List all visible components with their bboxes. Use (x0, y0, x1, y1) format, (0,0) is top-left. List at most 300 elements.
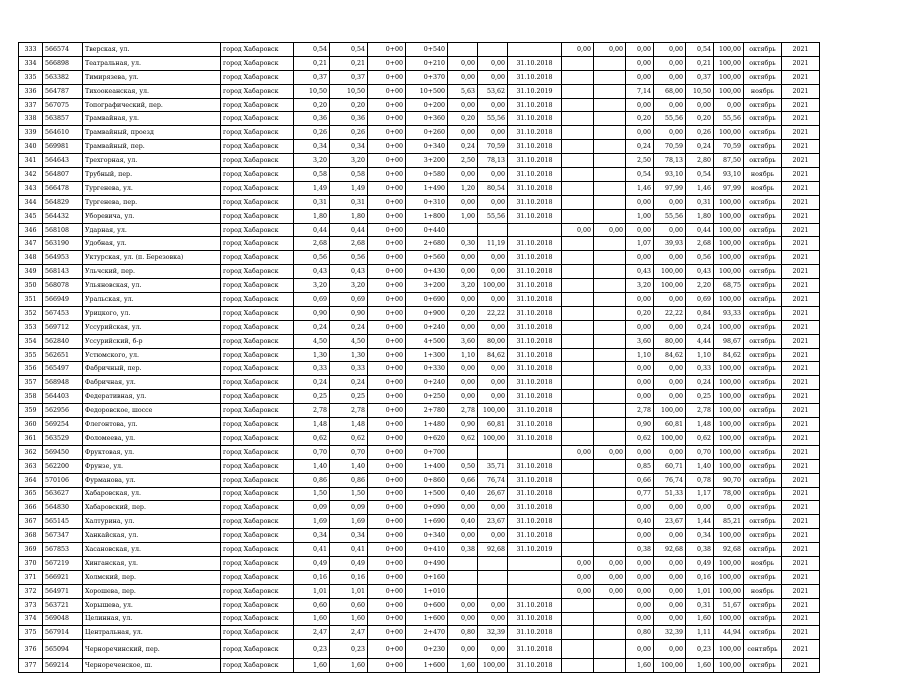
length-km-cell: 3,20 (330, 154, 368, 168)
road-id-cell: 568948 (43, 376, 83, 390)
actual-length-cell: 0,00 (626, 43, 654, 57)
actual-percent-cell: 70,59 (654, 140, 686, 154)
row-number-cell: 334 (19, 56, 43, 70)
start-km-cell: 0+00 (368, 556, 406, 570)
row-number-cell: 339 (19, 126, 43, 140)
planned-length-cell (562, 70, 594, 84)
year-cell: 2021 (782, 209, 820, 223)
repair-date-cell: 31.10.2018 (508, 418, 562, 432)
normative-length-cell: 0,16 (686, 570, 714, 584)
street-name-cell: Тургенева, пер. (83, 195, 221, 209)
end-km-cell: 0+700 (406, 445, 448, 459)
end-km-cell: 0+360 (406, 112, 448, 126)
length-km-cell: 2,47 (330, 626, 368, 640)
actual-length-cell: 0,00 (626, 612, 654, 626)
table-row (19, 56, 820, 70)
repaired-length-cell: 0,00 (448, 251, 478, 265)
repaired-percent-cell (478, 584, 508, 598)
city-cell: город Хабаровск (221, 487, 294, 501)
normative-length-cell: 2,78 (686, 404, 714, 418)
month-cell: октябрь (744, 320, 782, 334)
street-name-cell: Ханкайская, ул. (83, 529, 221, 543)
city-cell: город Хабаровск (221, 362, 294, 376)
table-row (19, 473, 820, 487)
normative-percent-cell: 97,99 (714, 181, 744, 195)
actual-percent-cell: 78,13 (654, 154, 686, 168)
actual-length-cell: 0,24 (626, 140, 654, 154)
repair-date-cell (508, 43, 562, 57)
length-km-cell: 0,34 (330, 140, 368, 154)
year-cell: 2021 (782, 84, 820, 98)
end-km-cell: 0+490 (406, 556, 448, 570)
end-km-cell: 1+400 (406, 459, 448, 473)
city-cell: город Хабаровск (221, 195, 294, 209)
repaired-length-cell: 0,00 (448, 168, 478, 182)
length-total-cell: 1,50 (294, 487, 330, 501)
year-cell: 2021 (782, 126, 820, 140)
end-km-cell: 0+540 (406, 43, 448, 57)
repair-date-cell: 31.10.2018 (508, 279, 562, 293)
month-cell: октябрь (744, 251, 782, 265)
month-cell: октябрь (744, 659, 782, 673)
year-cell: 2021 (782, 543, 820, 557)
repair-date-cell: 31.10.2018 (508, 334, 562, 348)
length-total-cell: 0,43 (294, 265, 330, 279)
repaired-length-cell: 1,60 (448, 659, 478, 673)
planned-percent-cell: 0,00 (594, 584, 626, 598)
start-km-cell: 0+00 (368, 362, 406, 376)
start-km-cell: 0+00 (368, 56, 406, 70)
repaired-percent-cell: 23,67 (478, 515, 508, 529)
street-name-cell: Хасановская, ул. (83, 543, 221, 557)
year-cell: 2021 (782, 334, 820, 348)
repaired-length-cell: 0,20 (448, 306, 478, 320)
year-cell: 2021 (782, 445, 820, 459)
length-total-cell: 0,21 (294, 56, 330, 70)
street-name-cell: Хабаровский, пер. (83, 501, 221, 515)
row-number-cell: 368 (19, 529, 43, 543)
actual-length-cell: 0,85 (626, 459, 654, 473)
road-id-cell: 562956 (43, 404, 83, 418)
actual-percent-cell: 0,00 (654, 640, 686, 659)
repaired-length-cell: 0,00 (448, 56, 478, 70)
table-row (19, 431, 820, 445)
repair-date-cell: 31.10.2018 (508, 473, 562, 487)
street-name-cell: Трубный, пер. (83, 168, 221, 182)
actual-length-cell: 0,40 (626, 515, 654, 529)
table-row (19, 376, 820, 390)
repaired-length-cell: 0,00 (448, 195, 478, 209)
normative-percent-cell: 100,00 (714, 640, 744, 659)
city-cell: город Хабаровск (221, 418, 294, 432)
planned-length-cell (562, 501, 594, 515)
road-id-cell: 569981 (43, 140, 83, 154)
actual-length-cell: 2,78 (626, 404, 654, 418)
actual-length-cell: 0,00 (626, 251, 654, 265)
city-cell: город Хабаровск (221, 570, 294, 584)
year-cell: 2021 (782, 640, 820, 659)
year-cell: 2021 (782, 598, 820, 612)
normative-percent-cell: 100,00 (714, 659, 744, 673)
planned-percent-cell: 0,00 (594, 223, 626, 237)
row-number-cell: 355 (19, 348, 43, 362)
length-km-cell: 0,70 (330, 445, 368, 459)
planned-length-cell (562, 362, 594, 376)
repaired-percent-cell: 0,00 (478, 529, 508, 543)
road-id-cell: 567219 (43, 556, 83, 570)
end-km-cell: 1+800 (406, 209, 448, 223)
start-km-cell: 0+00 (368, 626, 406, 640)
city-cell: город Хабаровск (221, 584, 294, 598)
road-id-cell: 563721 (43, 598, 83, 612)
length-total-cell: 2,47 (294, 626, 330, 640)
road-id-cell: 567914 (43, 626, 83, 640)
actual-length-cell: 0,20 (626, 112, 654, 126)
actual-percent-cell: 93,10 (654, 168, 686, 182)
repair-date-cell: 31.10.2018 (508, 70, 562, 84)
table-row (19, 140, 820, 154)
actual-length-cell: 1,07 (626, 237, 654, 251)
length-km-cell: 1,48 (330, 418, 368, 432)
length-km-cell: 1,50 (330, 487, 368, 501)
start-km-cell: 0+00 (368, 251, 406, 265)
planned-percent-cell: 0,00 (594, 445, 626, 459)
street-name-cell: Хорошева, пер. (83, 584, 221, 598)
repair-date-cell: 31.10.2018 (508, 501, 562, 515)
street-name-cell: Трамвайная, ул. (83, 112, 221, 126)
road-id-cell: 564403 (43, 390, 83, 404)
length-total-cell: 0,33 (294, 362, 330, 376)
table-row (19, 418, 820, 432)
street-name-cell: Хорышева, ул. (83, 598, 221, 612)
actual-length-cell: 0,80 (626, 626, 654, 640)
repair-date-cell (508, 570, 562, 584)
row-number-cell: 370 (19, 556, 43, 570)
city-cell: город Хабаровск (221, 237, 294, 251)
planned-length-cell: 0,00 (562, 570, 594, 584)
end-km-cell: 0+410 (406, 543, 448, 557)
length-total-cell: 0,60 (294, 598, 330, 612)
road-id-cell: 563529 (43, 431, 83, 445)
end-km-cell: 1+500 (406, 487, 448, 501)
normative-length-cell: 0,78 (686, 473, 714, 487)
length-km-cell: 0,25 (330, 390, 368, 404)
repaired-length-cell: 0,80 (448, 626, 478, 640)
normative-length-cell: 0,44 (686, 223, 714, 237)
repaired-length-cell: 0,00 (448, 612, 478, 626)
row-number-cell: 341 (19, 154, 43, 168)
year-cell: 2021 (782, 181, 820, 195)
normative-length-cell: 1,11 (686, 626, 714, 640)
length-total-cell: 0,41 (294, 543, 330, 557)
planned-length-cell (562, 126, 594, 140)
year-cell: 2021 (782, 487, 820, 501)
normative-length-cell: 0,20 (686, 112, 714, 126)
repair-date-cell: 31.10.2018 (508, 431, 562, 445)
planned-length-cell (562, 626, 594, 640)
repaired-length-cell: 3,20 (448, 279, 478, 293)
month-cell: октябрь (744, 418, 782, 432)
repair-date-cell (508, 223, 562, 237)
normative-percent-cell: 100,00 (714, 251, 744, 265)
actual-length-cell: 0,00 (626, 390, 654, 404)
repair-date-cell: 31.10.2018 (508, 320, 562, 334)
planned-length-cell (562, 529, 594, 543)
planned-percent-cell (594, 195, 626, 209)
month-cell: сентябрь (744, 640, 782, 659)
road-id-cell: 567075 (43, 98, 83, 112)
length-total-cell: 1,40 (294, 459, 330, 473)
city-cell: город Хабаровск (221, 431, 294, 445)
repair-date-cell: 31.10.2018 (508, 404, 562, 418)
normative-length-cell: 1,60 (686, 612, 714, 626)
road-id-cell: 569214 (43, 659, 83, 673)
repaired-length-cell: 0,00 (448, 376, 478, 390)
row-number-cell: 344 (19, 195, 43, 209)
start-km-cell: 0+00 (368, 487, 406, 501)
table-row (19, 237, 820, 251)
repaired-length-cell: 0,00 (448, 640, 478, 659)
row-number-cell: 357 (19, 376, 43, 390)
actual-length-cell: 0,66 (626, 473, 654, 487)
start-km-cell: 0+00 (368, 140, 406, 154)
city-cell: город Хабаровск (221, 279, 294, 293)
actual-percent-cell: 55,56 (654, 209, 686, 223)
repaired-length-cell: 0,00 (448, 529, 478, 543)
length-km-cell: 0,49 (330, 556, 368, 570)
month-cell: октябрь (744, 265, 782, 279)
length-total-cell: 1,60 (294, 659, 330, 673)
length-km-cell: 0,90 (330, 306, 368, 320)
length-total-cell: 3,20 (294, 154, 330, 168)
length-total-cell: 0,25 (294, 390, 330, 404)
planned-length-cell (562, 279, 594, 293)
actual-percent-cell: 80,00 (654, 334, 686, 348)
normative-length-cell: 1,40 (686, 459, 714, 473)
end-km-cell: 0+690 (406, 293, 448, 307)
length-total-cell: 0,69 (294, 293, 330, 307)
repaired-length-cell: 3,60 (448, 334, 478, 348)
planned-percent-cell (594, 529, 626, 543)
actual-percent-cell: 60,81 (654, 418, 686, 432)
street-name-cell: Фурманова, ул. (83, 473, 221, 487)
planned-length-cell (562, 459, 594, 473)
length-km-cell: 0,56 (330, 251, 368, 265)
table-row (19, 251, 820, 265)
end-km-cell: 0+430 (406, 265, 448, 279)
normative-length-cell: 2,80 (686, 154, 714, 168)
actual-length-cell: 0,54 (626, 168, 654, 182)
length-total-cell: 0,86 (294, 473, 330, 487)
table-row (19, 209, 820, 223)
city-cell: город Хабаровск (221, 98, 294, 112)
repaired-percent-cell: 55,56 (478, 112, 508, 126)
planned-length-cell (562, 168, 594, 182)
length-total-cell: 0,34 (294, 140, 330, 154)
normative-percent-cell: 100,00 (714, 529, 744, 543)
city-cell: город Хабаровск (221, 626, 294, 640)
street-name-cell: Трамвайный, проезд (83, 126, 221, 140)
length-km-cell: 10,50 (330, 84, 368, 98)
planned-length-cell (562, 293, 594, 307)
repaired-length-cell: 0,90 (448, 418, 478, 432)
year-cell: 2021 (782, 529, 820, 543)
planned-percent-cell (594, 459, 626, 473)
actual-length-cell: 0,62 (626, 431, 654, 445)
planned-percent-cell (594, 348, 626, 362)
month-cell: октябрь (744, 237, 782, 251)
repair-date-cell (508, 445, 562, 459)
length-total-cell: 0,90 (294, 306, 330, 320)
row-number-cell: 360 (19, 418, 43, 432)
normative-length-cell: 0,43 (686, 265, 714, 279)
month-cell: октябрь (744, 112, 782, 126)
normative-percent-cell: 51,67 (714, 598, 744, 612)
row-number-cell: 345 (19, 209, 43, 223)
planned-length-cell (562, 473, 594, 487)
year-cell: 2021 (782, 626, 820, 640)
length-km-cell: 0,24 (330, 320, 368, 334)
repair-date-cell: 31.10.2018 (508, 487, 562, 501)
normative-length-cell: 0,37 (686, 70, 714, 84)
planned-length-cell (562, 265, 594, 279)
normative-length-cell: 0,70 (686, 445, 714, 459)
row-number-cell: 358 (19, 390, 43, 404)
normative-percent-cell: 100,00 (714, 390, 744, 404)
planned-percent-cell (594, 473, 626, 487)
table-row (19, 487, 820, 501)
city-cell: город Хабаровск (221, 473, 294, 487)
street-name-cell: Тимирязева, ул. (83, 70, 221, 84)
table-row (19, 279, 820, 293)
normative-length-cell: 0,26 (686, 126, 714, 140)
start-km-cell: 0+00 (368, 584, 406, 598)
planned-length-cell (562, 612, 594, 626)
road-id-cell: 562651 (43, 348, 83, 362)
length-total-cell: 2,68 (294, 237, 330, 251)
normative-length-cell: 0,00 (686, 501, 714, 515)
month-cell: октябрь (744, 154, 782, 168)
repaired-percent-cell: 0,00 (478, 265, 508, 279)
planned-length-cell (562, 306, 594, 320)
repair-date-cell: 31.10.2018 (508, 154, 562, 168)
planned-length-cell (562, 112, 594, 126)
planned-length-cell (562, 84, 594, 98)
actual-length-cell: 0,00 (626, 501, 654, 515)
length-km-cell: 2,68 (330, 237, 368, 251)
city-cell: город Хабаровск (221, 659, 294, 673)
actual-length-cell: 0,77 (626, 487, 654, 501)
repaired-percent-cell: 100,00 (478, 279, 508, 293)
end-km-cell: 0+310 (406, 195, 448, 209)
city-cell: город Хабаровск (221, 612, 294, 626)
repaired-length-cell (448, 570, 478, 584)
normative-percent-cell: 100,00 (714, 584, 744, 598)
end-km-cell: 0+370 (406, 70, 448, 84)
city-cell: город Хабаровск (221, 376, 294, 390)
repaired-percent-cell: 0,00 (478, 362, 508, 376)
year-cell: 2021 (782, 473, 820, 487)
street-name-cell: Ульяновская, ул. (83, 279, 221, 293)
table-row (19, 640, 820, 659)
start-km-cell: 0+00 (368, 306, 406, 320)
table-row (19, 195, 820, 209)
table-row (19, 515, 820, 529)
city-cell: город Хабаровск (221, 640, 294, 659)
actual-percent-cell: 0,00 (654, 320, 686, 334)
month-cell: октябрь (744, 515, 782, 529)
planned-percent-cell (594, 659, 626, 673)
length-total-cell: 0,44 (294, 223, 330, 237)
repair-date-cell (508, 556, 562, 570)
row-number-cell: 343 (19, 181, 43, 195)
actual-percent-cell: 0,00 (654, 126, 686, 140)
normative-length-cell: 0,34 (686, 529, 714, 543)
actual-length-cell: 0,00 (626, 70, 654, 84)
planned-percent-cell: 0,00 (594, 556, 626, 570)
table-row (19, 543, 820, 557)
row-number-cell: 335 (19, 70, 43, 84)
length-km-cell: 0,60 (330, 598, 368, 612)
table-row (19, 612, 820, 626)
length-km-cell: 0,69 (330, 293, 368, 307)
normative-percent-cell: 100,00 (714, 56, 744, 70)
repair-date-cell: 31.10.2018 (508, 209, 562, 223)
end-km-cell: 0+620 (406, 431, 448, 445)
road-id-cell: 567347 (43, 529, 83, 543)
table-row (19, 168, 820, 182)
start-km-cell: 0+00 (368, 598, 406, 612)
start-km-cell: 0+00 (368, 279, 406, 293)
normative-length-cell: 0,62 (686, 431, 714, 445)
actual-percent-cell: 0,00 (654, 598, 686, 612)
street-name-cell: Ударная, ул. (83, 223, 221, 237)
length-km-cell: 3,20 (330, 279, 368, 293)
normative-percent-cell: 100,00 (714, 265, 744, 279)
actual-length-cell: 3,60 (626, 334, 654, 348)
actual-length-cell: 0,00 (626, 98, 654, 112)
planned-percent-cell (594, 251, 626, 265)
end-km-cell: 3+200 (406, 154, 448, 168)
year-cell: 2021 (782, 659, 820, 673)
actual-length-cell: 0,38 (626, 543, 654, 557)
repaired-percent-cell: 26,67 (478, 487, 508, 501)
normative-percent-cell: 84,62 (714, 348, 744, 362)
road-id-cell: 563857 (43, 112, 83, 126)
normative-length-cell: 0,24 (686, 320, 714, 334)
normative-percent-cell: 87,50 (714, 154, 744, 168)
repair-date-cell (508, 584, 562, 598)
start-km-cell: 0+00 (368, 126, 406, 140)
actual-percent-cell: 0,00 (654, 501, 686, 515)
row-number-cell: 352 (19, 306, 43, 320)
row-number-cell: 346 (19, 223, 43, 237)
length-km-cell: 2,78 (330, 404, 368, 418)
repaired-length-cell: 0,00 (448, 362, 478, 376)
repaired-length-cell: 0,00 (448, 320, 478, 334)
normative-length-cell: 1,01 (686, 584, 714, 598)
length-km-cell: 1,80 (330, 209, 368, 223)
repair-date-cell: 31.10.2018 (508, 56, 562, 70)
road-id-cell: 567453 (43, 306, 83, 320)
row-number-cell: 347 (19, 237, 43, 251)
length-km-cell: 0,41 (330, 543, 368, 557)
month-cell: октябрь (744, 43, 782, 57)
row-number-cell: 362 (19, 445, 43, 459)
month-cell: октябрь (744, 487, 782, 501)
table-row (19, 320, 820, 334)
city-cell: город Хабаровск (221, 251, 294, 265)
